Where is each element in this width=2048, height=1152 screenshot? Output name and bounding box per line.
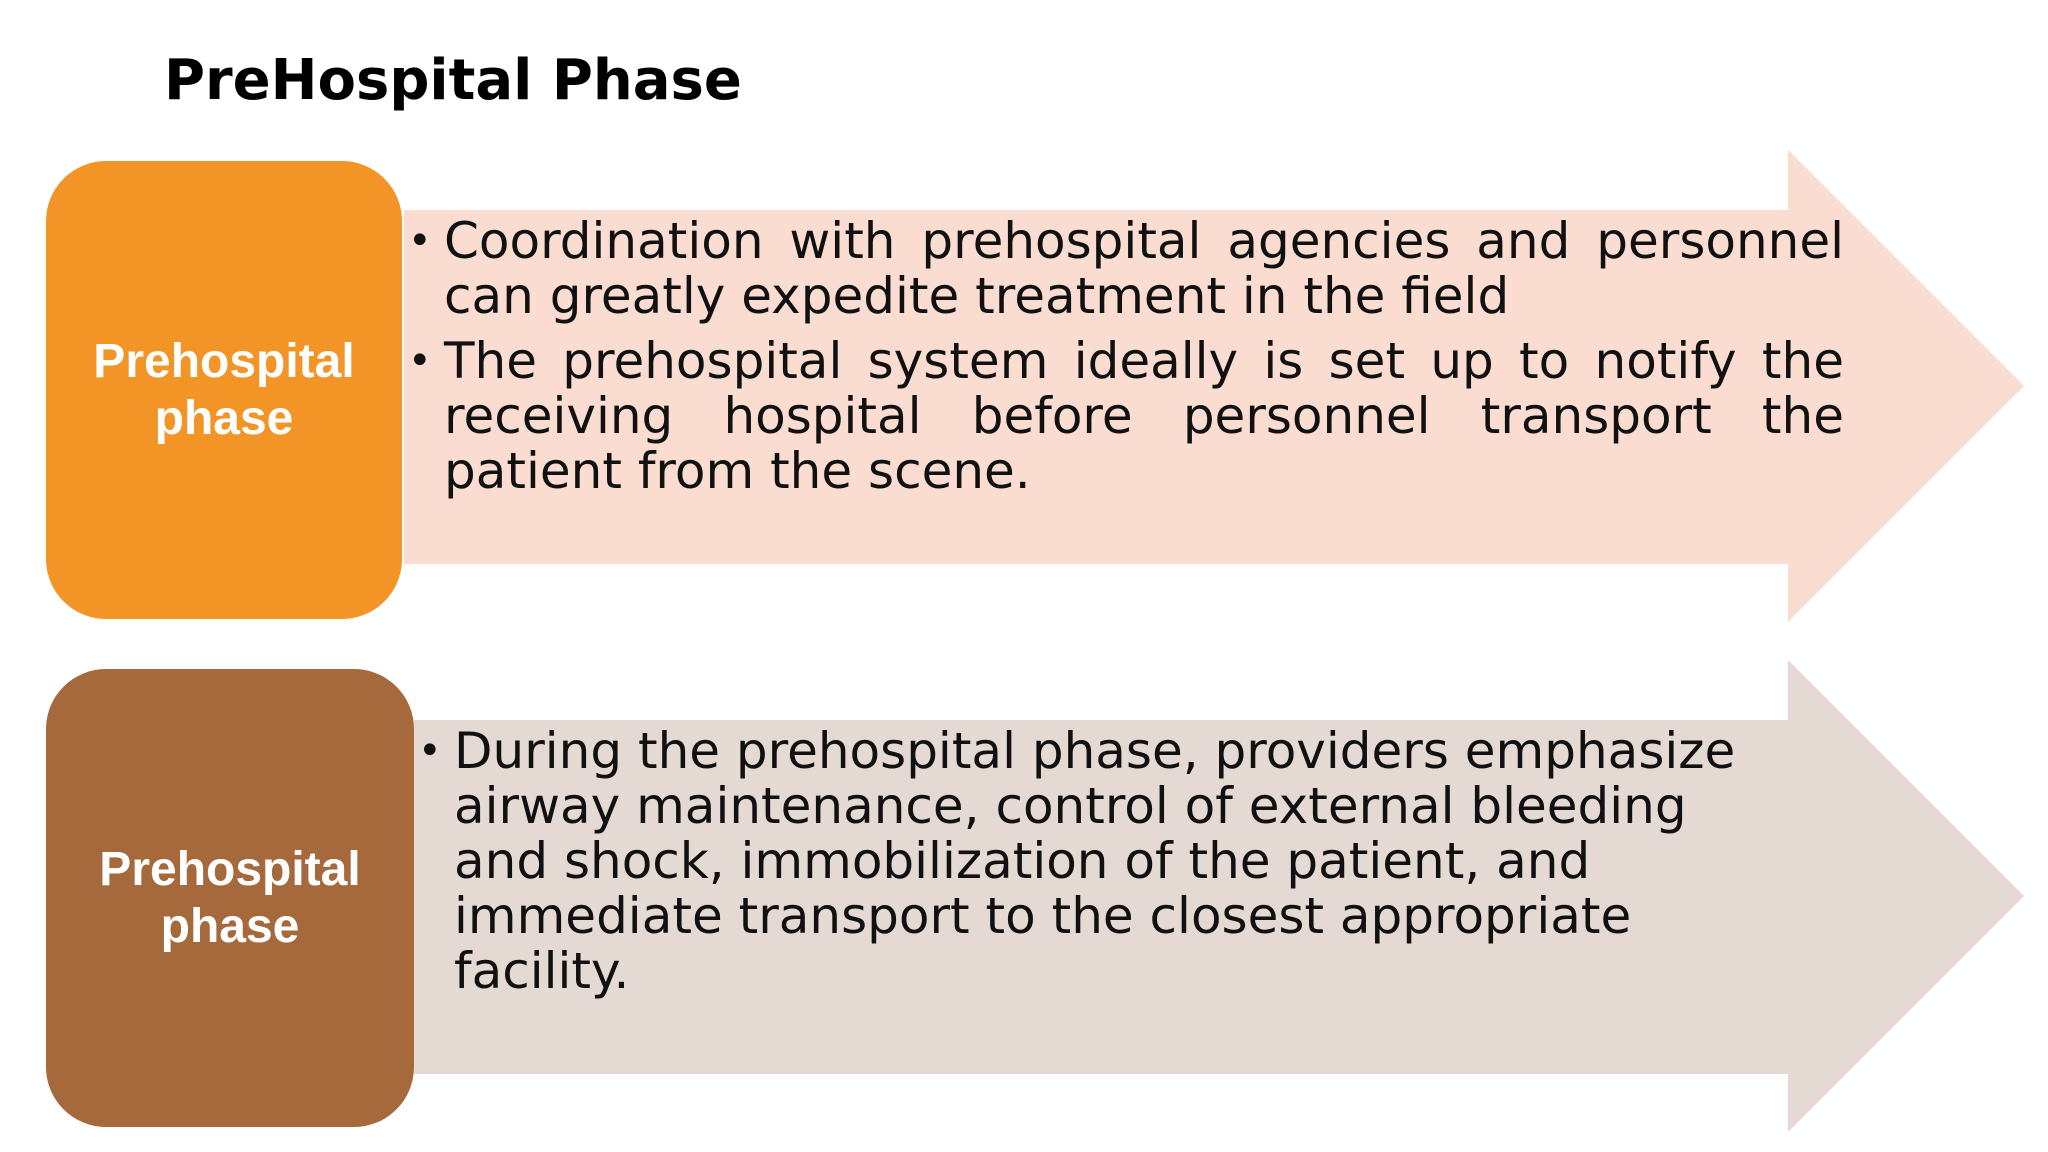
bullet-dot-icon: • <box>408 218 432 264</box>
bullet-list-1 <box>404 214 1844 509</box>
slide-title: PreHospital Phase <box>164 48 742 113</box>
bullet-text: The prehospital system ideally is set up to notify the receiving hospital before personnel transport the patient from the scene. <box>444 332 1844 500</box>
phase-label-box-1 <box>46 161 402 619</box>
bullet-text: Coordination with prehospital agencies and personnel can greatly expedite treatment in the field <box>444 212 1844 325</box>
bullet-item <box>404 214 1844 324</box>
bullet-dot-icon: • <box>408 338 432 384</box>
bullet-item <box>414 724 1794 999</box>
phase-label-text-1: Prehospital phase <box>93 335 355 445</box>
bullet-list-2 <box>414 724 1794 999</box>
phase-label-box-2 <box>46 669 414 1127</box>
bullet-dot-icon: • <box>418 728 442 774</box>
bullet-text: During the prehospital phase, providers emphasize airway maintenance, control of external bleeding and shock, immobilization of the patient, and immediate transport to the closest appropriate facility. <box>454 722 1736 1000</box>
bullet-item <box>404 334 1844 499</box>
phase-label-text-2: Prehospital phase <box>99 843 361 953</box>
